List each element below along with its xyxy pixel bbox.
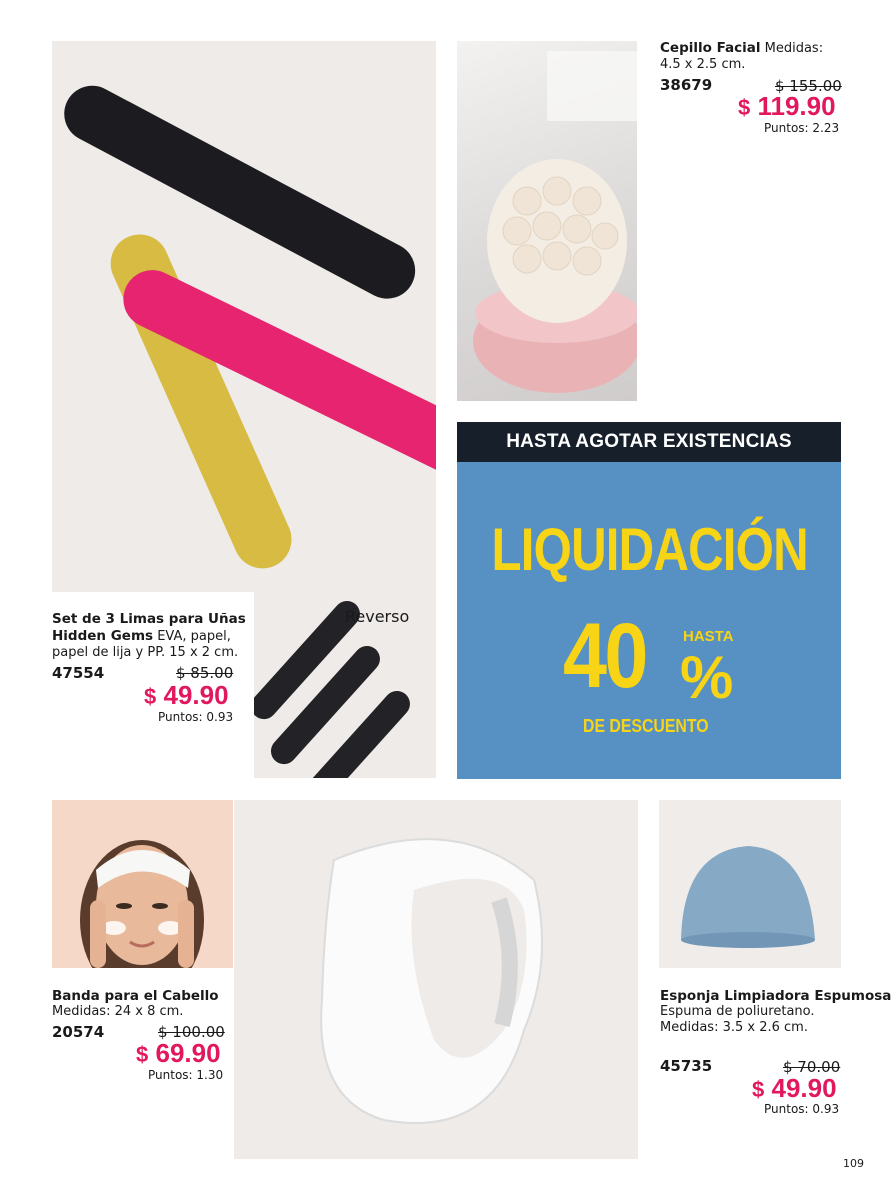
new-price-value: 69.90 xyxy=(155,1038,221,1068)
currency-symbol: $ xyxy=(136,1042,149,1067)
old-price: $ 155.00 xyxy=(775,77,842,95)
product-name: Cepillo Facial xyxy=(660,40,761,56)
old-price: $ 100.00 xyxy=(158,1023,225,1041)
product-code: 47554 xyxy=(52,664,105,682)
promo-hasta: HASTA xyxy=(683,628,734,645)
new-price-value: 49.90 xyxy=(771,1073,837,1103)
promo-percent: 40 xyxy=(563,605,646,707)
page-number: 109 xyxy=(843,1157,864,1170)
currency-symbol: $ xyxy=(144,684,157,709)
nail-files-text xyxy=(52,611,252,661)
product-facial-brush xyxy=(660,40,845,73)
points: Puntos: 2.23 xyxy=(764,121,840,135)
product-code: 45735 xyxy=(660,1057,713,1075)
new-price xyxy=(752,1073,837,1104)
old-price: $ 85.00 xyxy=(176,664,234,682)
promo-discount-text: DE DESCUENTO xyxy=(583,716,709,736)
nail-files-photo xyxy=(52,41,436,592)
points: Puntos: 1.30 xyxy=(148,1068,224,1082)
product-name: Set de 3 Limas para Uñas Hidden Gems xyxy=(52,611,246,644)
currency-symbol: $ xyxy=(738,95,751,120)
product-description: Espuma de poliuretano. Medidas: 3.5 x 2.6 cm. xyxy=(660,1004,815,1035)
new-price xyxy=(144,680,229,711)
product-name: Banda para el Cabello xyxy=(52,988,219,1004)
woman-headband-photo xyxy=(52,800,233,968)
headband-photo xyxy=(234,800,638,1159)
product-name: Esponja Limpiadora Espumosa xyxy=(660,988,892,1004)
points: Puntos: 0.93 xyxy=(764,1102,840,1116)
new-price xyxy=(136,1038,221,1069)
promo-title: LIQUIDACIÓN xyxy=(491,516,808,583)
product-nail-files xyxy=(52,611,252,661)
facial-brush-photo xyxy=(457,41,637,401)
points: Puntos: 0.93 xyxy=(158,710,234,724)
currency-symbol: $ xyxy=(752,1077,765,1102)
old-price: $ 70.00 xyxy=(783,1058,841,1076)
new-price-value: 49.90 xyxy=(163,680,229,710)
promo-banner: HASTA AGOTAR EXISTENCIAS xyxy=(457,422,841,462)
new-price xyxy=(738,91,836,122)
product-description: Medidas: 24 x 8 cm. xyxy=(52,1004,184,1019)
product-description: EVA, papel, papel de lija y PP. 15 x 2 cm. xyxy=(52,629,239,660)
product-code: 38679 xyxy=(660,76,713,94)
product-code: 20574 xyxy=(52,1023,105,1041)
product-description: Medidas: 4.5 x 2.5 cm. xyxy=(660,41,824,72)
reverse-label: Reverso xyxy=(345,607,410,626)
sponge-photo xyxy=(659,800,841,968)
new-price-value: 119.90 xyxy=(757,91,836,121)
promo-percent-sign: % xyxy=(680,644,734,711)
